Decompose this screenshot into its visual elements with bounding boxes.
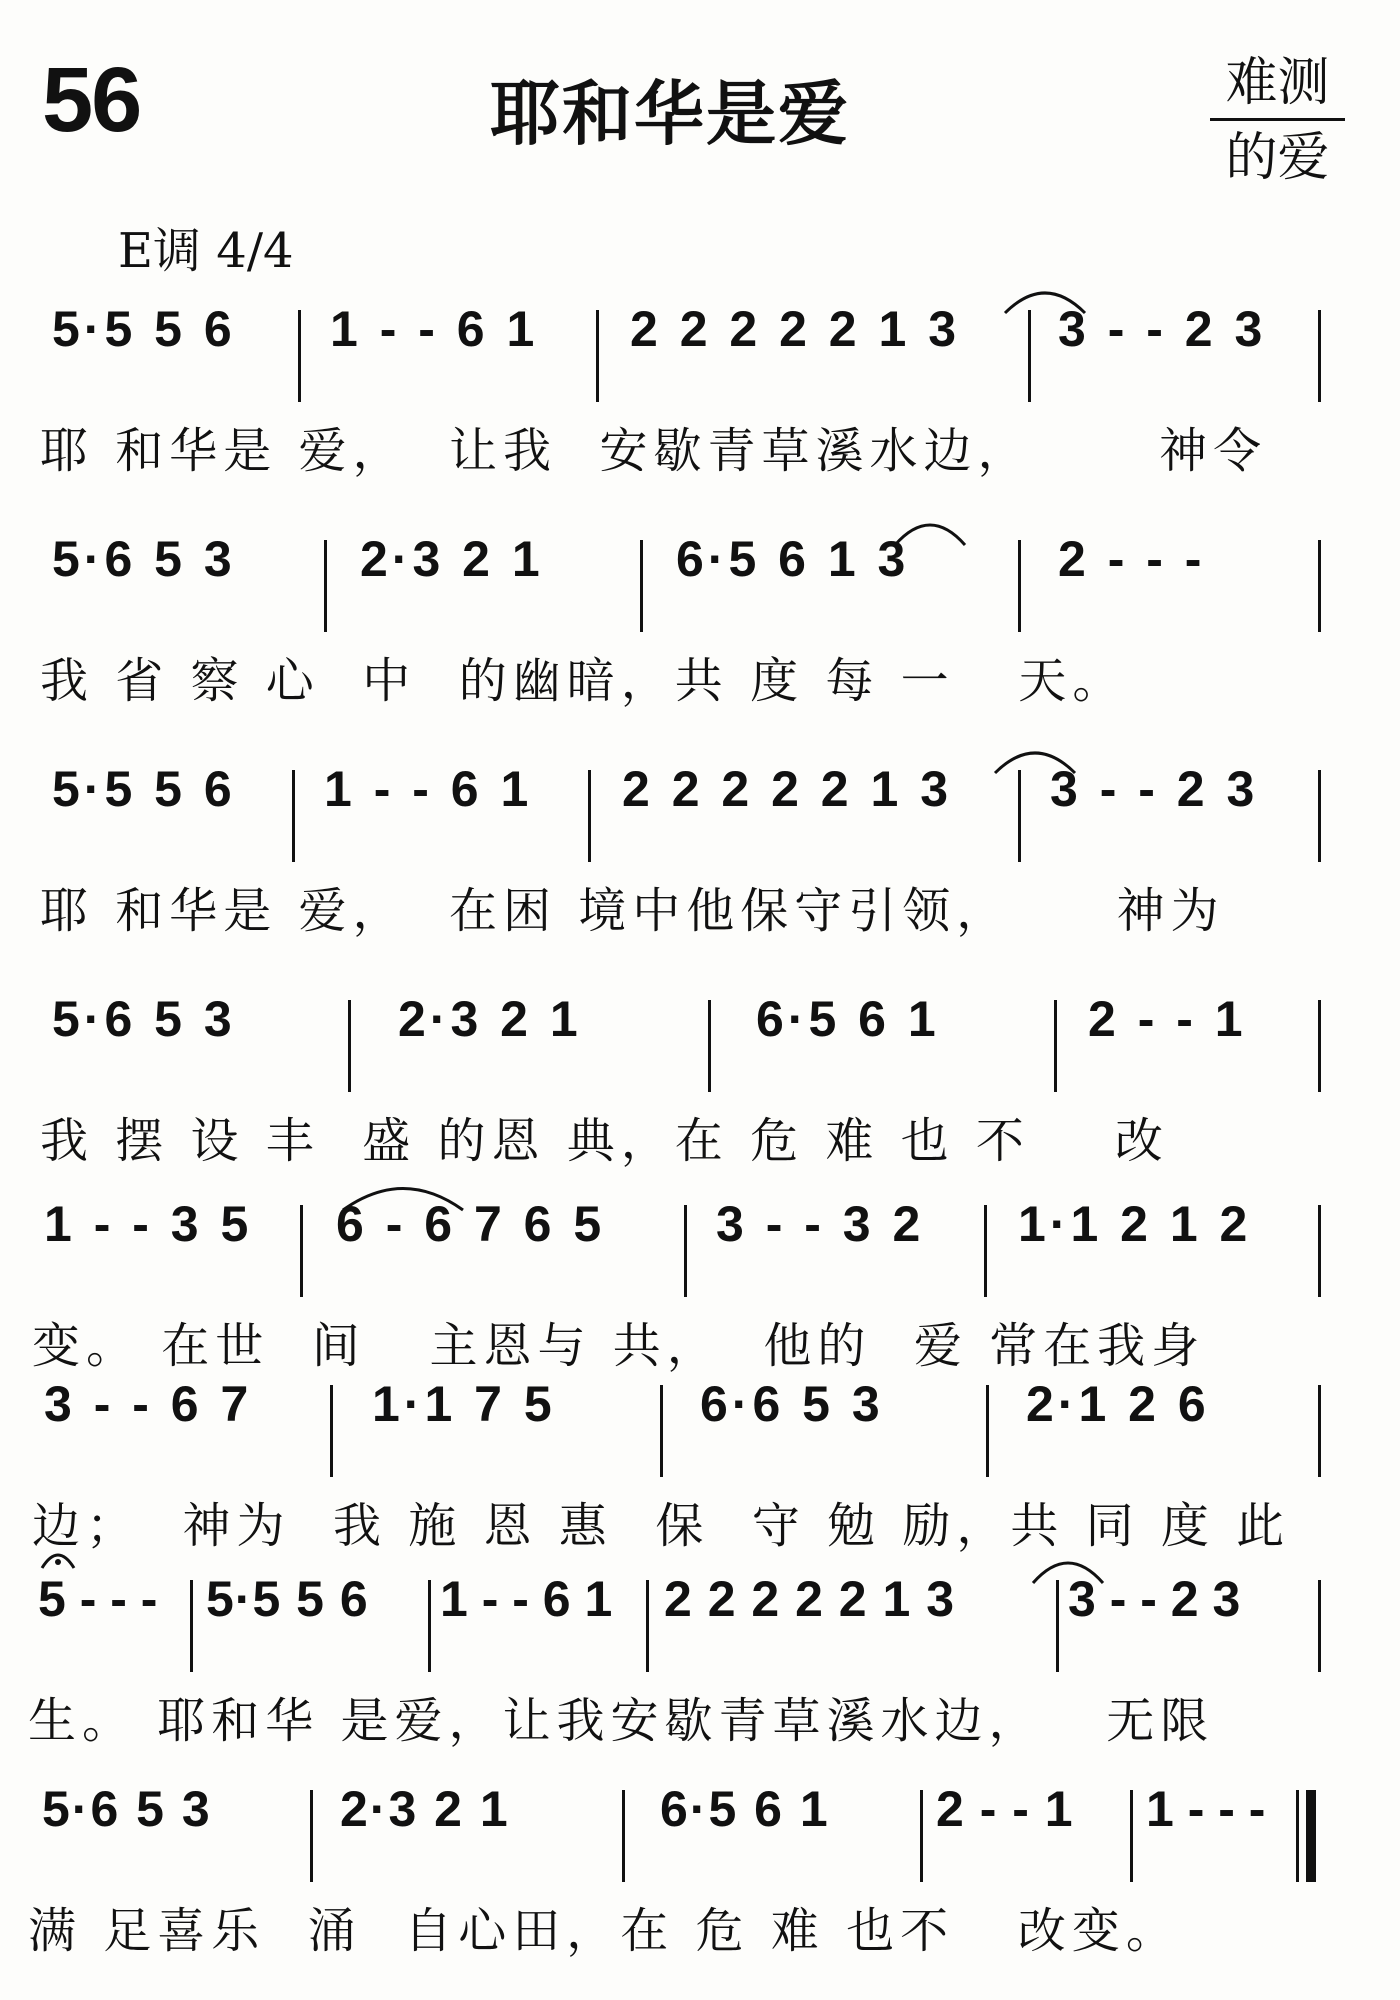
- barline: [348, 1000, 351, 1092]
- barline: [190, 1580, 193, 1672]
- barline: [684, 1205, 687, 1297]
- measure: 5·6 5 3: [52, 991, 236, 1047]
- barline: [986, 1385, 989, 1477]
- barline: [310, 1790, 313, 1882]
- barline: [428, 1580, 431, 1672]
- tune-name: [1210, 50, 1345, 191]
- measure: 1 - - -: [1146, 1781, 1266, 1837]
- barline: [324, 540, 327, 632]
- barline: [298, 310, 301, 402]
- key-signature: E调 4/4: [118, 223, 294, 279]
- barline: [300, 1205, 303, 1297]
- score-row-1: [0, 300, 1400, 500]
- lyrics-line: 我 省 察 心 中 的幽暗，共 度 每 一 天。: [40, 653, 1127, 709]
- measure: 5 - - -: [38, 1571, 158, 1627]
- measure: 5·5 5 6: [52, 301, 236, 357]
- score-row-2: [0, 530, 1400, 730]
- final-barline-thin: [1296, 1790, 1299, 1882]
- measure: 3 - - 2 3: [1058, 301, 1267, 357]
- barline: [1018, 770, 1021, 862]
- barline: [1318, 1000, 1321, 1092]
- lyrics-line: 生。 耶和华 是爱，让我安歇青草溪水边， 无限: [28, 1693, 1215, 1749]
- barline: [646, 1580, 649, 1672]
- barline: [1318, 540, 1321, 632]
- measure: 2·3 2 1: [360, 531, 544, 587]
- measure: 2 - - 1: [1088, 991, 1247, 1047]
- page-title: 耶和华是爱: [490, 73, 850, 155]
- measure: 3 - - 6 7: [44, 1376, 253, 1432]
- barline: [588, 770, 591, 862]
- measure: 2 2 2 2 2 1 3: [622, 761, 953, 817]
- measure: 3 - - 2 3: [1050, 761, 1259, 817]
- measure: 1·1 2 1 2: [1018, 1196, 1252, 1252]
- barline: [1130, 1790, 1133, 1882]
- measure: 2·1 2 6: [1026, 1376, 1210, 1432]
- measure: 2 2 2 2 2 1 3: [664, 1571, 956, 1627]
- score-row-4: [0, 990, 1400, 1190]
- barline: [1028, 310, 1031, 402]
- barline: [1318, 310, 1321, 402]
- tune-name-divider: [1210, 118, 1345, 121]
- score-row-8: [0, 1780, 1400, 1980]
- score-row-3: [0, 760, 1400, 960]
- barline: [622, 1790, 625, 1882]
- barline: [1318, 1385, 1321, 1477]
- barline: [920, 1790, 923, 1882]
- barline: [984, 1205, 987, 1297]
- measure: 5·5 5 6: [52, 761, 236, 817]
- measure: 1 - - 6 1: [324, 761, 533, 817]
- final-barline-thick: [1306, 1790, 1316, 1882]
- lyrics-line: 耶 和华是 爱， 让我 安歇青草溪水边， 神令: [40, 423, 1268, 479]
- measure: 6·6 5 3: [700, 1376, 884, 1432]
- measure: 1 - - 6 1: [330, 301, 539, 357]
- barline: [330, 1385, 333, 1477]
- measure: 2 2 2 2 2 1 3: [630, 301, 961, 357]
- barline: [292, 770, 295, 862]
- measure: 6 - 6 7 6 5: [336, 1196, 606, 1252]
- measure: 5·6 5 3: [52, 531, 236, 587]
- measure: 3 - - 3 2: [716, 1196, 925, 1252]
- measure: 1·1 7 5: [372, 1376, 556, 1432]
- measure: 6·5 6 1 3: [676, 531, 910, 587]
- measure: 1 - - 3 5: [44, 1196, 253, 1252]
- page-number: 56: [42, 49, 141, 151]
- measure: 6·5 6 1: [756, 991, 940, 1047]
- lyrics-line: 变。 在世 间 主恩与 共， 他的 爱 常在我身: [32, 1318, 1206, 1374]
- barline: [708, 1000, 711, 1092]
- score-row-5: [0, 1195, 1400, 1395]
- barline: [660, 1385, 663, 1477]
- lyrics-line: 边； 神为 我 施 恩 惠 保 守 勉 励，共 同 度 此: [32, 1498, 1291, 1554]
- measure: 1 - - 6 1: [440, 1571, 613, 1627]
- measure: 2 - - 1: [936, 1781, 1074, 1837]
- barline: [1018, 540, 1021, 632]
- measure: 5·6 5 3: [42, 1781, 212, 1837]
- measure: 6·5 6 1: [660, 1781, 830, 1837]
- score-row-6: [0, 1375, 1400, 1575]
- measure: 2·3 2 1: [398, 991, 582, 1047]
- tune-name-bottom: 的爱: [1225, 128, 1330, 188]
- barline: [1318, 1580, 1321, 1672]
- barline: [1056, 1580, 1059, 1672]
- barline: [1318, 770, 1321, 862]
- barline: [596, 310, 599, 402]
- barline: [1318, 1205, 1321, 1297]
- measure: 2 - - -: [1058, 531, 1206, 587]
- measure: 2·3 2 1: [340, 1781, 510, 1837]
- measure: 5·5 5 6: [206, 1571, 369, 1627]
- score-row-7: [0, 1570, 1400, 1770]
- barline: [640, 540, 643, 632]
- fermata-icon: [38, 1542, 78, 1572]
- lyrics-line: 我 摆 设 丰 盛 的恩 典，在 危 难 也 不 改: [40, 1113, 1169, 1169]
- lyrics-line: 满 足喜乐 涌 自心田，在 危 难 也不 改变。: [28, 1903, 1180, 1959]
- barline: [1054, 1000, 1057, 1092]
- tune-name-top: 难测: [1225, 53, 1330, 113]
- measure: 3 - - 2 3: [1068, 1571, 1241, 1627]
- lyrics-line: 耶 和华是 爱， 在困 境中他保守引领， 神为: [40, 883, 1225, 939]
